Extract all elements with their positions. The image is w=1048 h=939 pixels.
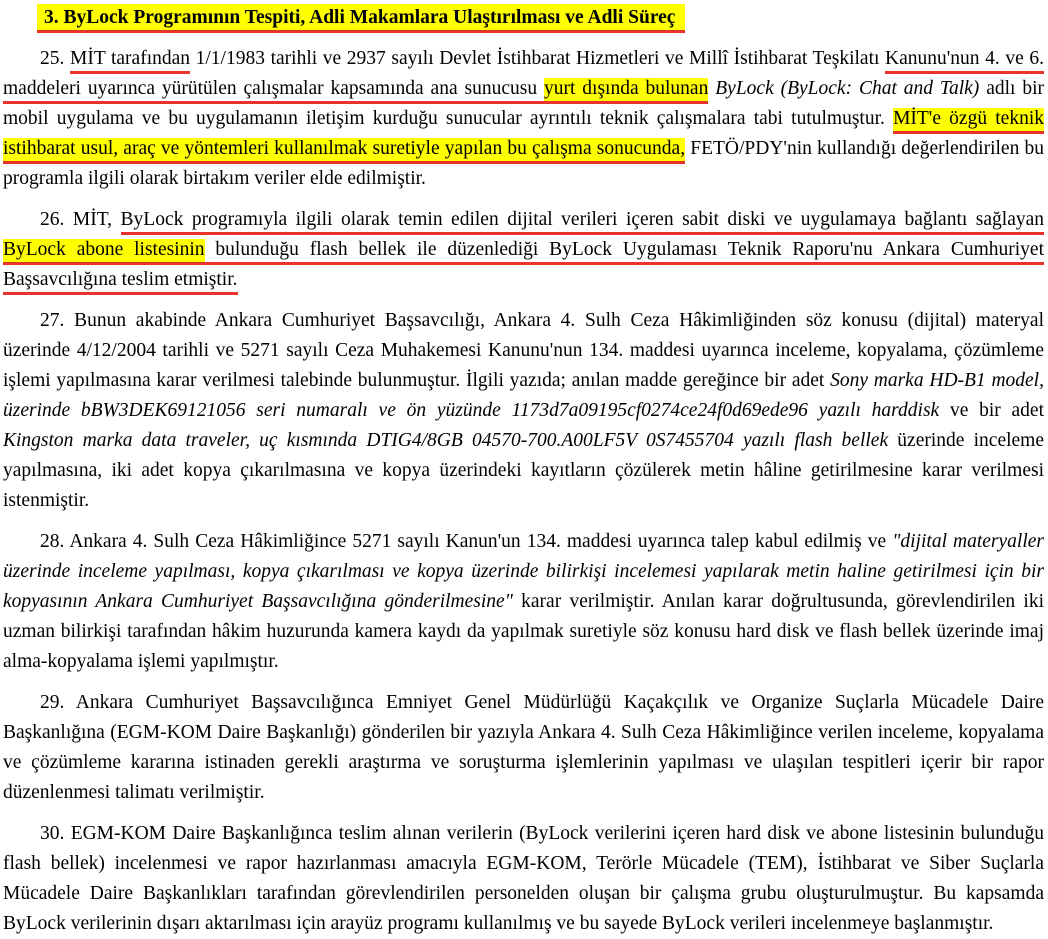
text-segment: "dijital materyaller üzerinde inceleme yapılması, kopya çıkarılması ve kopya üzerinde bilirkişi incelemesi yapılarak metin haline getirilmesi için bir kopyasının Ankara Cumhuriyet Başsavcılığına gönderilmesine" [3,531,1044,612]
text-segment: 28. Ankara 4. Sulh Ceza Hâkimliğince 5271 sayılı Kanun'un 134. maddesi uyarınca talep kabul edilmiş ve [40,531,893,552]
text-segment: 27. Bunun akabinde Ankara Cumhuriyet Başsavcılığı, Ankara 4. Sulh Ceza Hâkimliğinden söz konusu (dijital) materyal üzerinde 4/12/2004 tarihli ve 5271 sayılı Ceza Muhakemesi Kanunu'nun 134. maddesi uyarınca inceleme, kopyalama, çözümleme işlemi yapılmasına karar verilmesi talebinde bulunmuştur. İlgili yazıda; anılan madde gereğince bir adet [3,310,1044,391]
highlighted-text-red-underlined-text: ByLock abone listesinin [3,239,205,265]
section-heading [3,6,1044,30]
red-underlined-text: MİT tarafından [70,48,190,74]
highlighted-text-red-underlined-text: yurt dışında bulunan [544,78,708,104]
text-segment: 29. Ankara Cumhuriyet Başsavcılığınca Emniyet Genel Müdürlüğü Kaçakçılık ve Organize Suçlarla Mücadele Daire Başkanlığına (EGM-KOM Daire Başkanlığı) gönderilen bir yazıyla Ankara 4. Sulh Ceza Hâkimliğince verilen inceleme, kopyalama ve çözümleme kararına istinaden gerekli araştırma ve soruşturma işlemlerinin yapılması ve ulaşılan tespitleri içerir bir rapor düzenlenmesi talimatı verilmiştir. [3,692,1044,803]
text-segment: ve bir adet [939,400,1044,421]
text-segment: adlı bir mobil uygulama ve bu uygulamanın iletişim kurduğu sunucular ayrıntılı teknik çalışmalara tabi tutulmuştur. [3,78,1045,129]
paragraph-28 [3,527,1044,677]
paragraph-25 [3,44,1044,194]
text-segment: karar verilmiştir. Anılan karar doğrultusunda, görevlendirilen iki uzman bilirkişi tarafından hâkim huzurunda kamera kaydı da yapılmak suretiyle söz konusu hard disk ve flash bellek üzerinde imaj alma-kopyalama işlemi yapılmıştır. [3,591,1044,672]
text-segment: 25. [40,48,70,69]
paragraph-30 [3,819,1044,939]
paragraph-27 [3,306,1044,516]
red-underlined-text: bulunduğu flash bellek ile düzenlediği ByLock Uygulaması Teknik Raporu'nu Ankara Cumhuriyet Başsavcılığına teslim etmiştir. [3,239,1044,295]
paragraph-26 [3,205,1044,295]
red-underlined-text: Kanunu'nun 4. ve 6. maddeleri uyarınca yürütülen çalışmalar kapsamında ana sunucusu [3,48,1044,104]
paragraph-29 [3,688,1044,808]
text-segment: Sony marka HD-B1 model, üzerinde bBW3DEK69121056 seri numaralı ve ön yüzünde 1173d7a09195cf0274ce24f0d69ede96 yazılı harddisk [3,370,1044,421]
text-segment: 26. MİT, [40,209,121,230]
text-segment: Kingston marka data traveler, uç kısmında DTIG4/8GB 04570-700.A00LF5V 0S7455704 yazılı flash bellek [3,430,889,451]
text-segment: 30. EGM-KOM Daire Başkanlığınca teslim alınan verilerin (ByLock verilerini içeren hard disk ve abone listesinin bulunduğu flash bellek) incelenmesi ve rapor hazırlanması amacıyla EGM-KOM, Terörle Mücadele (TEM), İstihbarat ve Siber Suçlarla Mücadele Daire Başkanlıkları tarafından görevlendirilen personelden oluşan bir çalışma grubu oluşturulmuştur. Bu kapsamda ByLock verilerinin dışarı aktarılması için arayüz programı kullanılmış ve bu sayede ByLock verileri incelenmeye başlanmıştır. [3,823,1044,934]
paragraphs-container [3,44,1044,939]
section-heading-text: 3. ByLock Programının Tespiti, Adli Makamlara Ulaştırılması ve Adli Süreç [37,4,685,33]
highlighted-text-red-underlined-text: MİT'e özgü teknik istihbarat usul, araç ve yöntemleri kullanılmak suretiyle yapılan bu çalışma sonucunda, [3,108,1044,164]
text-segment: ByLock (ByLock: Chat and Talk) [715,78,980,99]
text-segment: 1/1/1983 tarihli ve 2937 sayılı Devlet İstihbarat Hizmetleri ve Millî İstihbarat Teşkilatı [190,48,886,69]
red-underlined-text: ByLock programıyla ilgili olarak temin edilen dijital verileri içeren sabit diski ve uygulamaya bağlantı sağlayan [121,209,1044,235]
text-segment: FETÖ/PDY'nin kullandığı değerlendirilen bu programla ilgili olarak birtakım veriler elde edilmiştir. [3,138,1044,189]
text-segment: üzerinde inceleme yapılmasına, iki adet kopya çıkarılmasına ve kopya üzerindeki kayıtların çözülerek metin hâline getirilmesine karar verilmesi istenmiştir. [3,430,1045,511]
